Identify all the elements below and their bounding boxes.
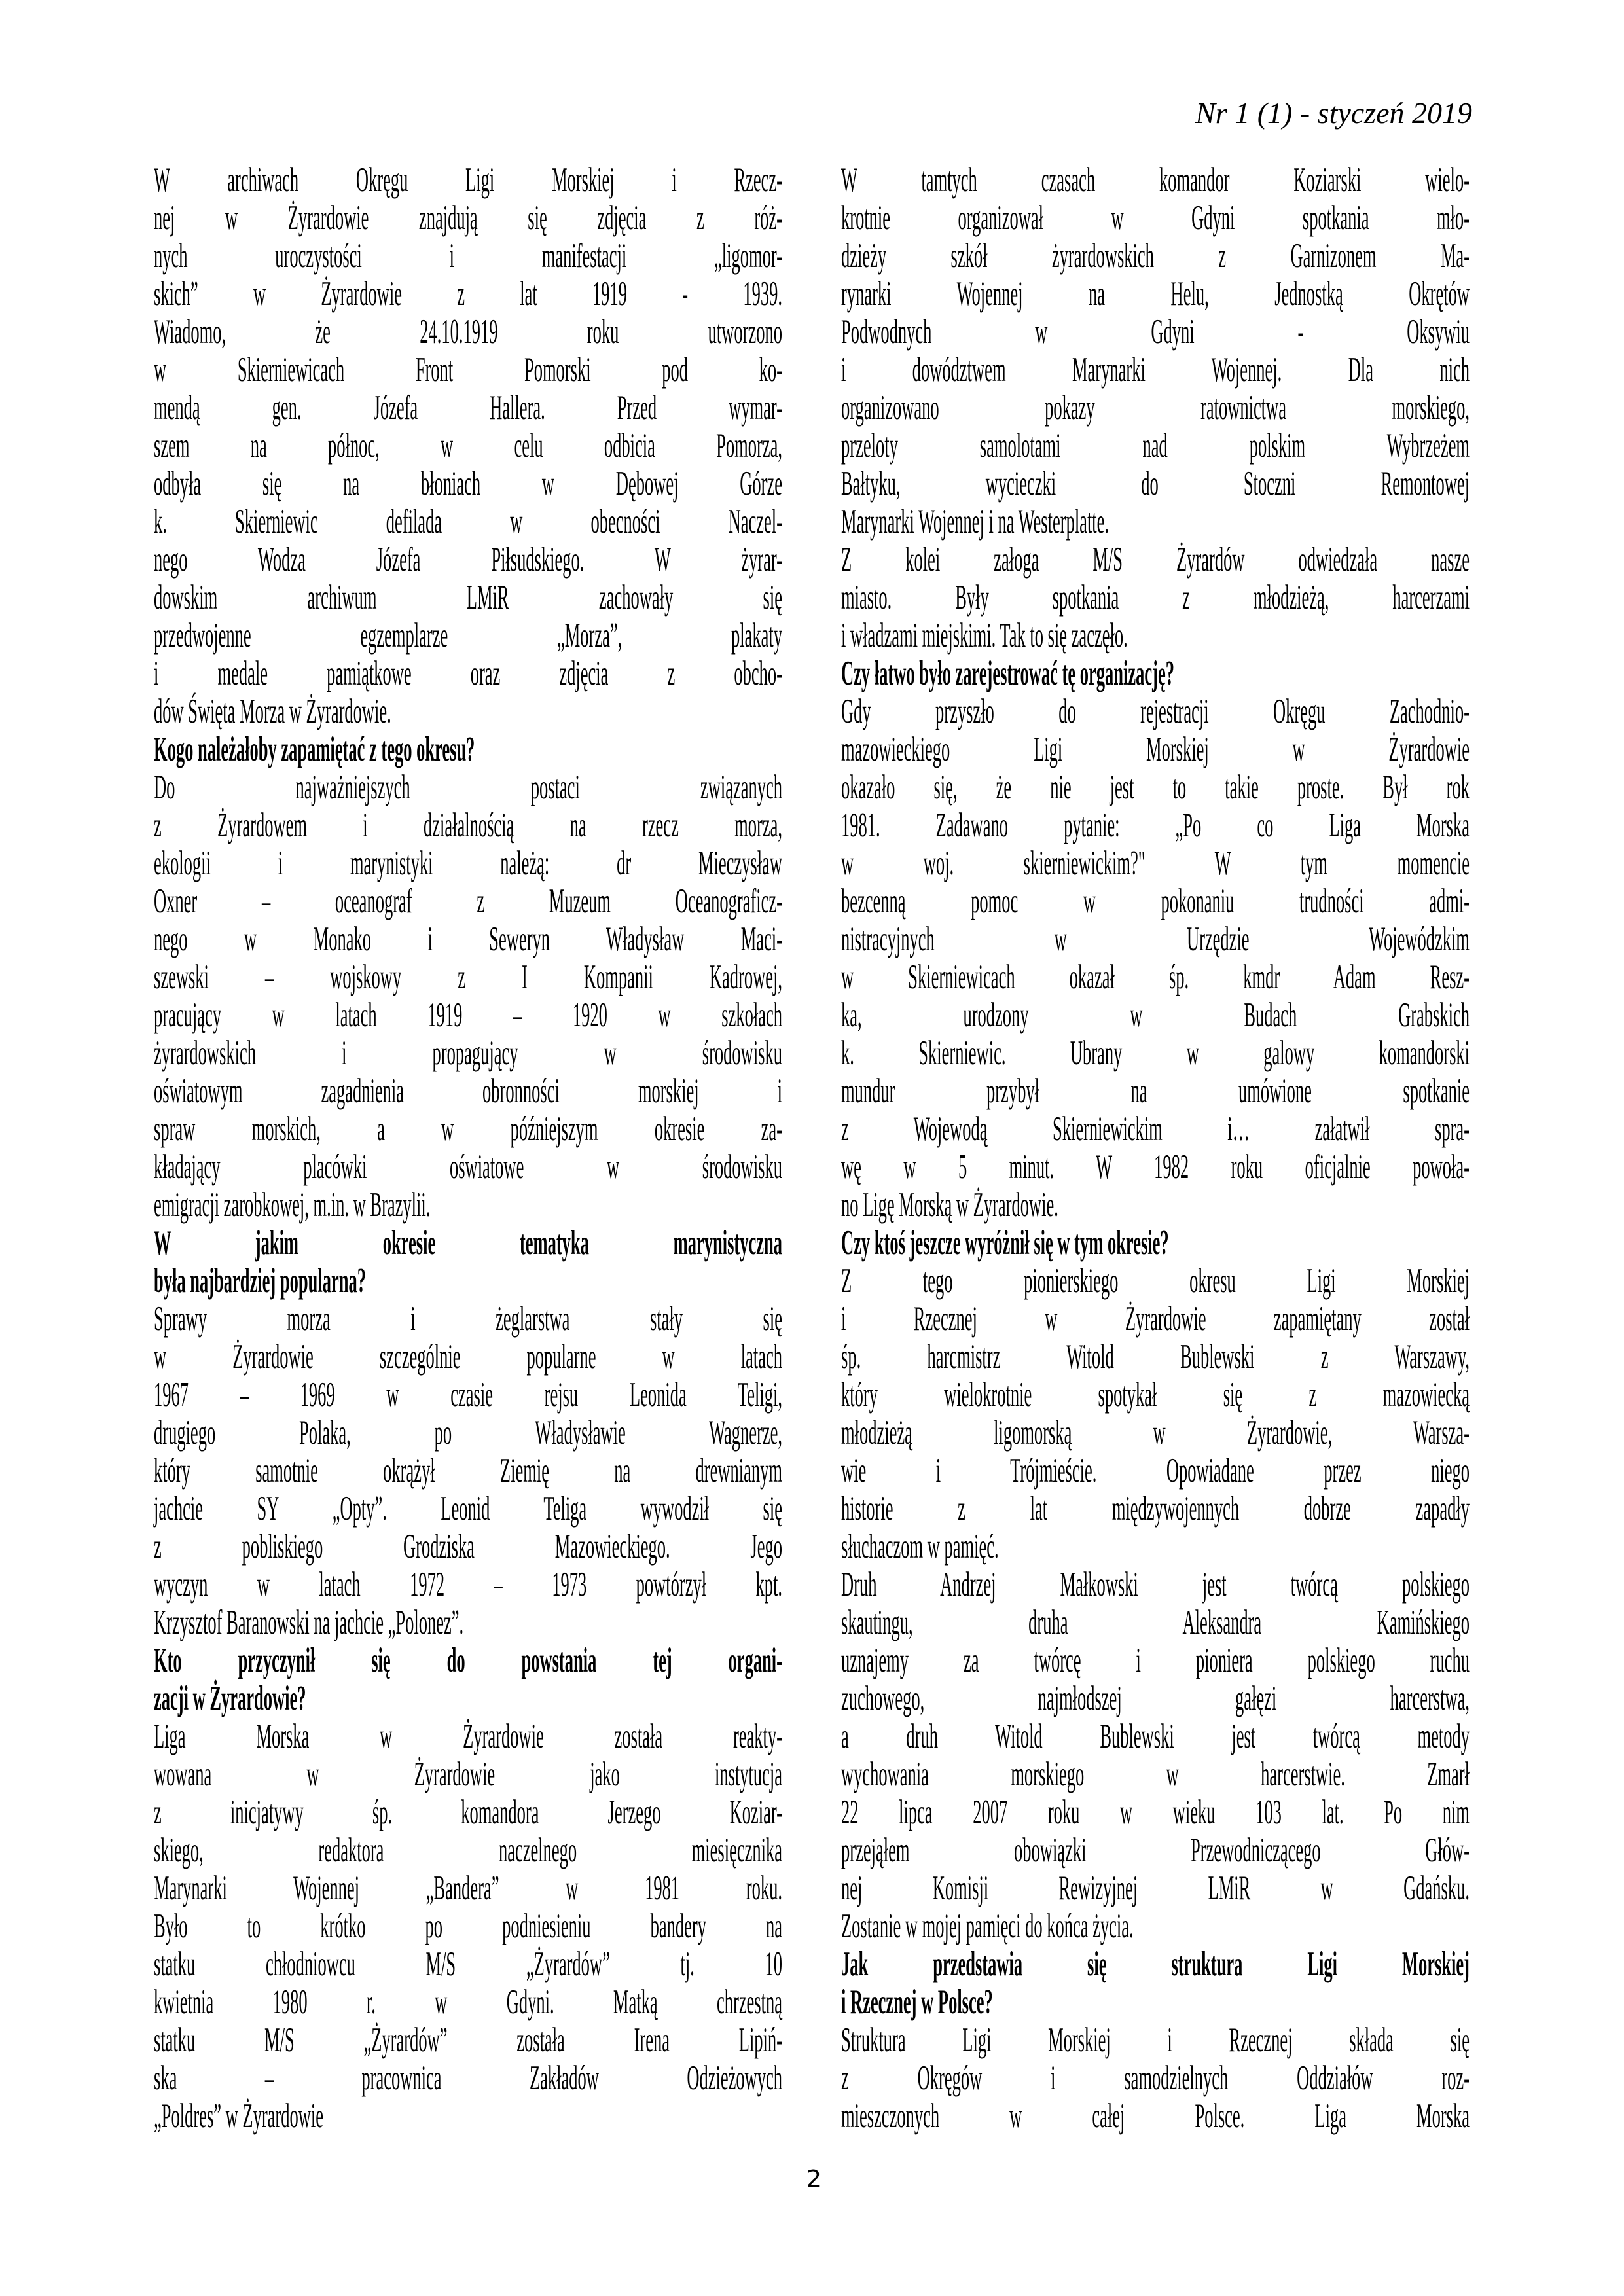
paragraph-line: skiego, redaktora naczelnego miesięcznika [154,1831,782,1869]
paragraph-line: statku chłodniowcu M/S „Żyrardów” tj. 10 [154,1945,782,1983]
paragraph-line: nego Wodza Józefa Piłsudskiego. W żyrar- [154,541,782,579]
paragraph-line: organizowano pokazy ratownictwa morskiego, [841,389,1470,427]
paragraph-line: nych uroczystości i manifestacji „ligomor- [154,237,782,275]
paragraph-line: Gdy przyszło do rejestracji Okręgu Zachodnio- [841,692,1470,730]
paragraph-line: Bałtyku, wycieczki do Stoczni Remontowej [841,465,1470,503]
paragraph-line: k. Skierniewic defilada w obecności Naczel- [154,503,782,541]
paragraph-line: krotnie organizował w Gdyni spotkania mło- [841,199,1470,237]
paragraph-line: który samotnie okrążył Ziemię na drewnianym [154,1452,782,1490]
paragraph-line: Marynarki Wojennej i na Westerplatte. [841,503,1110,541]
paragraph-line: okazało się, że nie jest to takie proste. Był rok [841,768,1470,806]
paragraph-line: i medale pamiątkowe oraz zdjęcia z obcho- [154,655,782,692]
paragraph-line: młodzieżą ligomorską w Żyrardowie, Warsza- [841,1414,1470,1452]
right-text-column [841,161,1470,2135]
paragraph-line: szem na północ, w celu odbicia Pomorza, [154,427,782,465]
paragraph-line: w Żyrardowie szczególnie popularne w latach [154,1338,782,1376]
paragraph-line: i władzami miejskimi. Tak to się zaczęło. [841,617,1128,655]
paragraph-line: w Skierniewicach okazał śp. kmdr Adam Resz- [841,958,1470,996]
paragraph-line: 1967 – 1969 w czasie rejsu Leonida Teligi, [154,1376,782,1414]
paragraph-line: ska – pracownica Zakładów Odzieżowych [154,2059,782,2097]
paragraph-line: żyrardowskich i propagujący w środowisku [154,1034,782,1072]
paragraph-line: szewski – wojskowy z I Kompanii Kadrowej, [154,958,782,996]
paragraph-line: k. Skierniewic. Ubrany w galowy komandorski [841,1034,1470,1072]
section-heading-line: Kto przyczynił się do powstania tej organi- [154,1641,782,1679]
paragraph-line: który wielokrotnie spotykał się z mazowiecką [841,1376,1470,1414]
paragraph-line: i dowództwem Marynarki Wojennej. Dla nich [841,351,1470,389]
paragraph-line: Do najważniejszych postaci związanych [154,768,782,806]
paragraph-line: mazowieckiego Ligi Morskiej w Żyrardowie [841,730,1470,768]
paragraph-line: kładający placówki oświatowe w środowisku [154,1148,782,1186]
paragraph-line: jachcie SY „Opty”. Leonid Teliga wywodził się [154,1490,782,1528]
paragraph-line: uznajemy za twórcę i pioniera polskiego ruchu [841,1641,1470,1679]
paragraph-line: „Poldres” w Żyrardowie [154,2097,324,2135]
paragraph-line: drugiego Polaka, po Władysławie Wagnerze, [154,1414,782,1452]
paragraph-line: Podwodnych w Gdyni - Oksywiu [841,313,1470,351]
section-heading-line: Kogo należałoby zapamiętać z tego okresu? [154,730,475,768]
section-heading-line: Czy ktoś jeszcze wyróżnił się w tym okresie? [841,1224,1169,1262]
paragraph-line: w woj. skierniewickim?" W tym momencie [841,844,1470,882]
paragraph-line: rynarki Wojennej na Helu, Jednostką Okrętów [841,275,1470,313]
left-text-column [154,161,782,2135]
paragraph-line: dów Święta Morza w Żyrardowie. [154,692,391,730]
paragraph-line: 1981. Zadawano pytanie: „Po co Liga Morska [841,806,1470,844]
paragraph-line: Druh Andrzej Małkowski jest twórcą polskiego [841,1566,1470,1604]
section-heading-line: Czy łatwo było zarejestrować tę organizację? [841,655,1174,692]
section-heading-line: była najbardziej popularna? [154,1262,366,1300]
paragraph-line: zuchowego, najmłodszej gałęzi harcerstwa, [841,1679,1470,1717]
paragraph-line: statku M/S „Żyrardów” została Irena Lipiń- [154,2021,782,2059]
paragraph-line: nego w Monako i Seweryn Władysław Maci- [154,920,782,958]
paragraph-line: z Żyrardowem i działalnością na rzecz morza, [154,806,782,844]
paragraph-line: W tamtych czasach komandor Koziarski wielo- [841,161,1470,199]
paragraph-line: odbyła się na błoniach w Dębowej Górze [154,465,782,503]
paragraph-line: oświatowym zagadnienia obronności morskiej i [154,1072,782,1110]
paragraph-line: Oxner – oceanograf z Muzeum Oceanograficz- [154,882,782,920]
section-heading-line: W jakim okresie tematyka marynistyczna [154,1224,782,1262]
paragraph-line: wowana w Żyrardowie jako instytucja [154,1755,782,1793]
paragraph-line: słuchaczom w pamięć. [841,1528,999,1566]
paragraph-line: z pobliskiego Grodziska Mazowieckiego. Jego [154,1528,782,1566]
paragraph-line: skautingu, druha Aleksandra Kamińskiego [841,1604,1470,1641]
paragraph-line: miasto. Były spotkania z młodzieżą, harcerzami [841,579,1470,617]
page-number: 2 [806,2166,821,2193]
paragraph-line: przeloty samolotami nad polskim Wybrzeżem [841,427,1470,465]
paragraph-line: Krzysztof Baranowski na jachcie „Polonez”. [154,1604,464,1641]
paragraph-line: wie i Trójmieście. Opowiadane przez niego [841,1452,1470,1490]
paragraph-line: nistracyjnych w Urzędzie Wojewódzkim [841,920,1470,958]
paragraph-line: Marynarki Wojennej „Bandera” w 1981 roku. [154,1869,782,1907]
section-heading-line: zacji w Żyrardowie? [154,1679,306,1717]
paragraph-line: historie z lat międzywojennych dobrze zapadły [841,1490,1470,1528]
section-heading-line: Jak przedstawia się struktura Ligi Morskiej [841,1945,1470,1983]
paragraph-line: ka, urodzony w Budach Grabskich [841,996,1470,1034]
paragraph-line: śp. harcmistrz Witold Bublewski z Warszawy, [841,1338,1470,1376]
paragraph-line: pracujący w latach 1919 – 1920 w szkołach [154,996,782,1034]
paragraph-line: mendą gen. Józefa Hallera. Przed wymar- [154,389,782,427]
paragraph-line: Zostanie w mojej pamięci do końca życia. [841,1907,1134,1945]
paragraph-line: przejąłem obowiązki Przewodniczącego Głów- [841,1831,1470,1869]
paragraph-line: bezcenną pomoc w pokonaniu trudności admi- [841,882,1470,920]
paragraph-line: Było to krótko po podniesieniu bandery na [154,1907,782,1945]
paragraph-line: mundur przybył na umówione spotkanie [841,1072,1470,1110]
paragraph-line: spraw morskich, a w późniejszym okresie za- [154,1110,782,1148]
paragraph-line: 22 lipca 2007 roku w wieku 103 lat. Po nim [841,1793,1470,1831]
paragraph-line: a druh Witold Bublewski jest twórcą metody [841,1717,1470,1755]
paragraph-line: wę w 5 minut. W 1982 roku oficjalnie powoła- [841,1148,1470,1186]
paragraph-line: kwietnia 1980 r. w Gdyni. Matką chrzestną [154,1983,782,2021]
paragraph-line: mieszczonych w całej Polsce. Liga Morska [841,2097,1470,2135]
paragraph-line: dowskim archiwum LMiR zachowały się [154,579,782,617]
paragraph-line: z inicjatywy śp. komandora Jerzego Koziar- [154,1793,782,1831]
paragraph-line: Z tego pionierskiego okresu Ligi Morskiej [841,1262,1470,1300]
paragraph-line: wyczyn w latach 1972 – 1973 powtórzył kpt. [154,1566,782,1604]
paragraph-line: ekologii i marynistyki należą: dr Mieczysław [154,844,782,882]
paragraph-line: z Okręgów i samodzielnych Oddziałów roz- [841,2059,1470,2097]
section-heading-line: i Rzecznej w Polsce? [841,1983,993,2021]
paragraph-line: nej w Żyrardowie znajdują się zdjęcia z róż- [154,199,782,237]
paragraph-line: z Wojewodą Skierniewickim i… załatwił spra- [841,1110,1470,1148]
paragraph-line: emigracji zarobkowej, m.in. w Brazylii. [154,1186,431,1224]
paragraph-line: wychowania morskiego w harcerstwie. Zmarł [841,1755,1470,1793]
paragraph-line: no Ligę Morską w Żyrardowie. [841,1186,1058,1224]
paragraph-line: Liga Morska w Żyrardowie została reakty- [154,1717,782,1755]
paragraph-line: Z kolei załoga M/S Żyrardów odwiedzała nasze [841,541,1470,579]
paragraph-line: przedwojenne egzemplarze „Morza”, plakaty [154,617,782,655]
paragraph-line: w Skierniewicach Front Pomorski pod ko- [154,351,782,389]
paragraph-line: W archiwach Okręgu Ligi Morskiej i Rzecz- [154,161,782,199]
paragraph-line: i Rzecznej w Żyrardowie zapamiętany został [841,1300,1470,1338]
paragraph-line: nej Komisji Rewizyjnej LMiR w Gdańsku. [841,1869,1470,1907]
paragraph-line: Struktura Ligi Morskiej i Rzecznej składa się [841,2021,1470,2059]
paragraph-line: Sprawy morza i żeglarstwa stały się [154,1300,782,1338]
paragraph-line: dzieży szkół żyrardowskich z Garnizonem Ma- [841,237,1470,275]
paragraph-line: Wiadomo, że 24.10.1919 roku utworzono [154,313,782,351]
paragraph-line: skich” w Żyrardowie z lat 1919 - 1939. [154,275,782,313]
issue-header: Nr 1 (1) - styczeń 2019 [1195,96,1472,130]
